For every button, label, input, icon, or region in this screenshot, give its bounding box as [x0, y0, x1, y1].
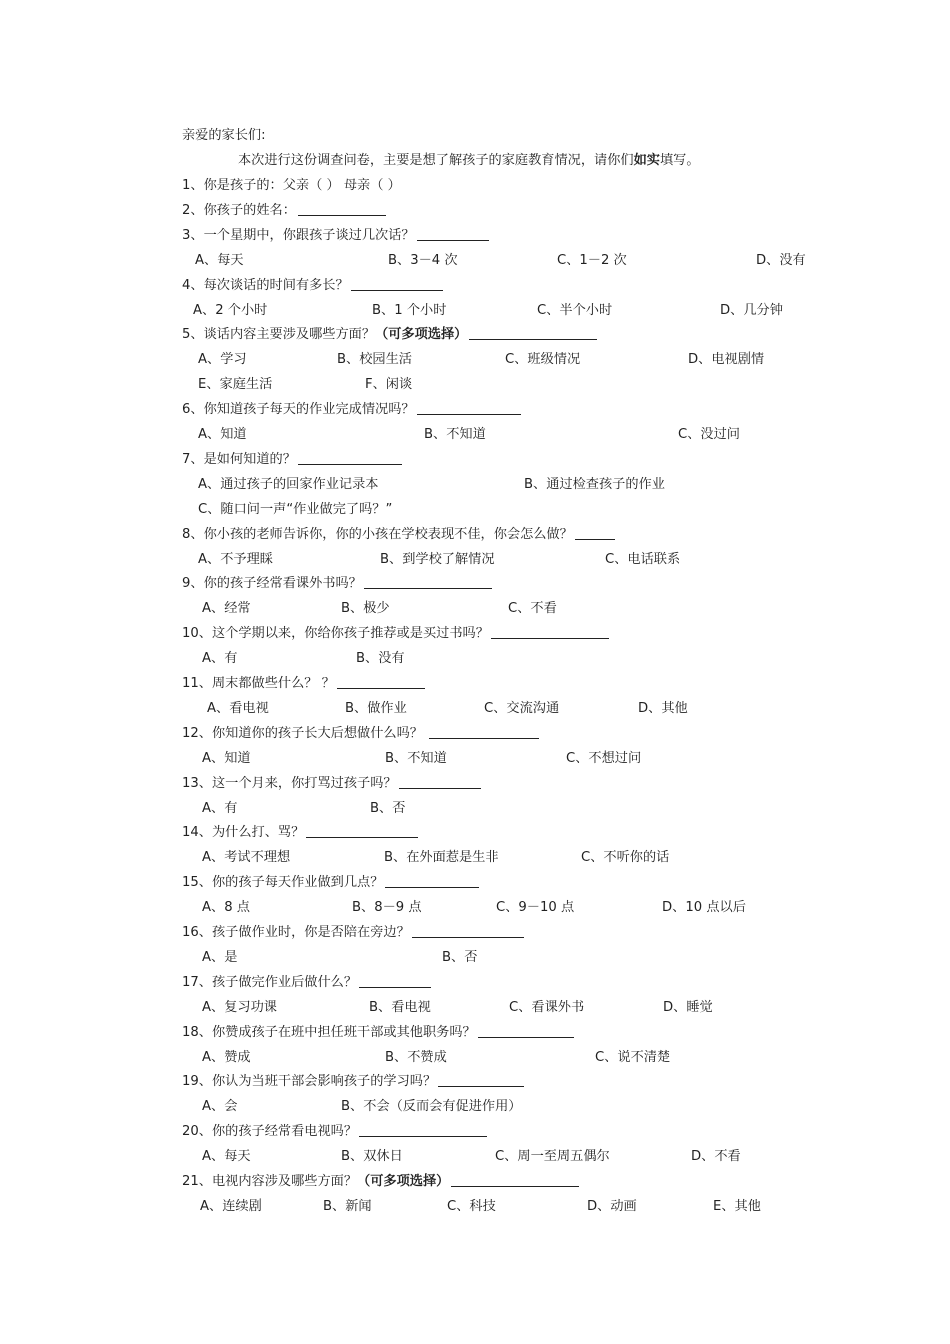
answer-option[interactable]: B、3－4 次	[388, 252, 458, 268]
answer-blank[interactable]	[351, 289, 443, 291]
answer-option[interactable]: D、其他	[638, 700, 688, 716]
question-10	[182, 523, 615, 547]
answer-option[interactable]: B、1 个小时	[372, 302, 447, 318]
options-row	[0, 647, 950, 671]
intro-text-end: 填写。	[660, 153, 700, 168]
answer-option[interactable]: B、不知道	[385, 750, 447, 766]
options-row	[0, 249, 950, 273]
intro-paragraph	[238, 149, 700, 173]
answer-blank[interactable]	[337, 687, 425, 689]
question-text: 19、你认为当班干部会影响孩子的学习吗？	[182, 1074, 437, 1090]
options-row	[0, 473, 950, 497]
answer-option[interactable]: D、10 点以后	[662, 900, 746, 916]
answer-option[interactable]: A、每天	[202, 1149, 251, 1165]
options-row	[0, 1095, 950, 1119]
answer-option[interactable]: A、复习功课	[202, 999, 277, 1015]
answer-blank[interactable]	[359, 986, 431, 988]
answer-option[interactable]: B、到学校了解情况	[380, 551, 495, 567]
answer-option[interactable]: B、否	[442, 949, 478, 965]
answer-option[interactable]: A、不予理睬	[198, 551, 273, 567]
question-text: 14、为什么打、骂？	[182, 825, 305, 841]
answer-blank[interactable]	[469, 338, 597, 340]
answer-blank[interactable]	[478, 1036, 574, 1038]
question-20	[182, 1021, 574, 1045]
answer-option[interactable]: A、会	[202, 1099, 238, 1115]
answer-blank[interactable]	[298, 463, 402, 465]
answer-option[interactable]: B、不赞成	[385, 1049, 447, 1065]
question-23	[182, 1170, 579, 1194]
answer-option[interactable]: C、不想过问	[566, 750, 642, 766]
options-row	[0, 597, 950, 621]
answer-option[interactable]: C、随口问一声“作业做完了吗？”	[198, 501, 393, 517]
options-row	[0, 1046, 950, 1070]
question-text: 2、你孩子的姓名：	[182, 202, 296, 218]
answer-blank[interactable]	[359, 1135, 487, 1137]
answer-option[interactable]: A、连续剧	[200, 1198, 262, 1214]
answer-blank[interactable]	[438, 1085, 524, 1087]
options-row	[0, 348, 950, 372]
question-text: 9、你的孩子经常看课外书吗？	[182, 576, 362, 592]
options-row	[0, 996, 950, 1020]
answer-option[interactable]: A、知道	[198, 427, 247, 442]
question-4	[182, 274, 443, 298]
question-5	[182, 323, 597, 347]
answer-option[interactable]: A、经常	[202, 601, 251, 617]
options-row	[0, 747, 950, 771]
answer-option[interactable]: B、不会（反而会有促进作用）	[341, 1099, 522, 1115]
question-text: 11、周末都做些什么？ ？	[182, 676, 335, 691]
answer-option[interactable]: A、知道	[202, 750, 251, 766]
answer-option[interactable]: F、闲谈	[365, 377, 413, 393]
question-21	[182, 1070, 524, 1094]
question-text: 1、你是孩子的：父亲（ ） 母亲（ ）	[182, 178, 401, 193]
question-2	[182, 199, 386, 223]
answer-option[interactable]: D、睡觉	[663, 999, 713, 1015]
answer-option[interactable]: C、1－2 次	[557, 252, 627, 268]
answer-option[interactable]: A、考试不理想	[202, 850, 291, 866]
answer-blank[interactable]	[417, 413, 521, 415]
intro-text: 本次进行这份调查问卷，主要是想了解孩子的家庭教育情况，请你们	[238, 153, 634, 168]
answer-blank[interactable]	[298, 214, 386, 216]
question-text: 20、你的孩子经常看电视吗？	[182, 1124, 358, 1140]
answer-option[interactable]: C、没过问	[678, 427, 740, 442]
multi-select-note: （可多项选择）	[375, 327, 468, 343]
question-1	[182, 174, 401, 198]
answer-option[interactable]: B、极少	[341, 601, 390, 617]
answer-option[interactable]: B、做作业	[345, 700, 407, 716]
question-text: 4、每次谈话的时间有多长？	[182, 277, 349, 293]
answer-option[interactable]: C、9－10 点	[496, 900, 575, 916]
answer-option[interactable]: D、没有	[756, 252, 806, 268]
answer-option[interactable]: A、是	[202, 949, 238, 965]
answer-option[interactable]: C、不听你的话	[581, 850, 670, 866]
answer-option[interactable]: E、其他	[713, 1198, 761, 1214]
question-text: 21、电视内容涉及哪些方面？	[182, 1174, 358, 1189]
answer-option[interactable]: C、不看	[508, 601, 557, 617]
question-16	[182, 821, 418, 845]
options-row	[0, 1195, 950, 1219]
answer-blank[interactable]	[491, 637, 609, 639]
question-text: 15、你的孩子每天作业做到几点？	[182, 875, 384, 891]
question-text: 3、一个星期中，你跟孩子谈过几次话？	[182, 227, 415, 243]
options-row	[0, 896, 950, 920]
question-text: 13、这一个月来，你打骂过孩子吗？	[182, 775, 397, 791]
answer-option[interactable]: A、通过孩子的回家作业记录本	[198, 476, 379, 492]
answer-option[interactable]: B、校园生活	[337, 352, 412, 368]
answer-option[interactable]: A、有	[202, 651, 238, 667]
answer-option[interactable]: A、学习	[198, 352, 247, 368]
question-22	[182, 1120, 487, 1144]
question-18	[182, 921, 524, 945]
answer-option[interactable]: B、通过检查孩子的作业	[524, 476, 665, 492]
answer-blank[interactable]	[417, 239, 489, 241]
question-12	[182, 622, 609, 646]
answer-option[interactable]: A、有	[202, 800, 238, 816]
greeting: 亲爱的家长们:	[182, 128, 266, 143]
answer-blank[interactable]	[385, 886, 479, 888]
question-text: 18、你赞成孩子在班中担任班干部或其他职务吗？	[182, 1024, 476, 1040]
answer-blank[interactable]	[306, 836, 418, 838]
answer-blank[interactable]	[429, 737, 539, 739]
question-text: 10、这个学期以来，你给你孩子推荐或是买过书吗？	[182, 626, 489, 642]
answer-option[interactable]: C、电话联系	[605, 551, 681, 567]
question-13	[182, 672, 425, 696]
question-7	[182, 398, 521, 422]
answer-option[interactable]: C、周一至周五偶尔	[495, 1149, 610, 1165]
options-row	[0, 697, 950, 721]
answer-option[interactable]: A、每天	[195, 252, 244, 268]
question-text: 16、孩子做作业时，你是否陪在旁边？	[182, 925, 410, 940]
multi-select-note: （可多项选择）	[357, 1174, 450, 1189]
answer-option[interactable]: B、在外面惹是生非	[384, 850, 499, 866]
options-row	[0, 548, 950, 572]
question-17	[182, 871, 479, 895]
answer-option[interactable]: A、赞成	[202, 1049, 251, 1065]
answer-option[interactable]: A、2 个小时	[193, 302, 268, 318]
answer-option[interactable]: B、看电视	[369, 999, 431, 1015]
answer-option[interactable]: B、没有	[356, 651, 405, 667]
question-19	[182, 971, 431, 995]
answer-blank[interactable]	[364, 587, 492, 589]
question-15	[182, 772, 481, 796]
options-row	[0, 299, 950, 323]
question-text: 7、是如何知道的？	[182, 451, 296, 467]
question-text: 6、你知道孩子每天的作业完成情况吗？	[182, 402, 415, 418]
answer-option[interactable]: D、动画	[587, 1198, 637, 1214]
question-text: 12、你知道你的孩子长大后想做什么吗？	[182, 725, 428, 741]
options-row	[0, 498, 950, 522]
answer-option[interactable]: A、8 点	[202, 900, 250, 916]
answer-option[interactable]: E、家庭生活	[198, 377, 273, 393]
question-text: 5、谈话内容主要涉及哪些方面？	[182, 327, 376, 343]
options-row	[0, 946, 950, 970]
options-row	[0, 846, 950, 870]
options-row	[0, 423, 950, 447]
answer-blank[interactable]	[451, 1185, 579, 1187]
answer-blank[interactable]	[412, 936, 524, 938]
answer-option[interactable]: B、新闻	[323, 1198, 372, 1214]
question-3	[182, 224, 489, 248]
answer-option[interactable]: B、8－9 点	[352, 900, 422, 916]
answer-blank[interactable]	[399, 787, 481, 789]
answer-option[interactable]: C、看课外书	[509, 999, 585, 1015]
answer-option[interactable]: C、半个小时	[537, 302, 613, 318]
options-row	[0, 373, 950, 397]
options-row	[0, 797, 950, 821]
options-row	[0, 1145, 950, 1169]
answer-option[interactable]: C、班级情况	[505, 352, 581, 368]
question-14	[182, 722, 539, 746]
answer-option[interactable]: B、双休日	[341, 1149, 403, 1165]
answer-option[interactable]: B、不知道	[424, 427, 486, 442]
answer-option[interactable]: D、电视剧情	[688, 352, 765, 368]
question-11	[182, 572, 492, 596]
answer-option[interactable]: B、否	[370, 800, 406, 816]
answer-option[interactable]: C、交流沟通	[484, 700, 560, 716]
answer-option[interactable]: D、不看	[691, 1149, 741, 1165]
answer-option[interactable]: A、看电视	[207, 700, 269, 716]
answer-blank[interactable]	[575, 538, 615, 540]
question-text: 8、你小孩的老师告诉你，你的小孩在学校表现不佳，你会怎么做？	[182, 526, 573, 542]
question-8	[182, 448, 402, 472]
intro-emphasis: 如实	[633, 153, 660, 168]
answer-option[interactable]: C、科技	[447, 1198, 496, 1214]
answer-option[interactable]: D、几分钟	[720, 302, 783, 318]
question-text: 17、孩子做完作业后做什么？	[182, 974, 358, 990]
answer-option[interactable]: C、说不清楚	[595, 1049, 671, 1065]
